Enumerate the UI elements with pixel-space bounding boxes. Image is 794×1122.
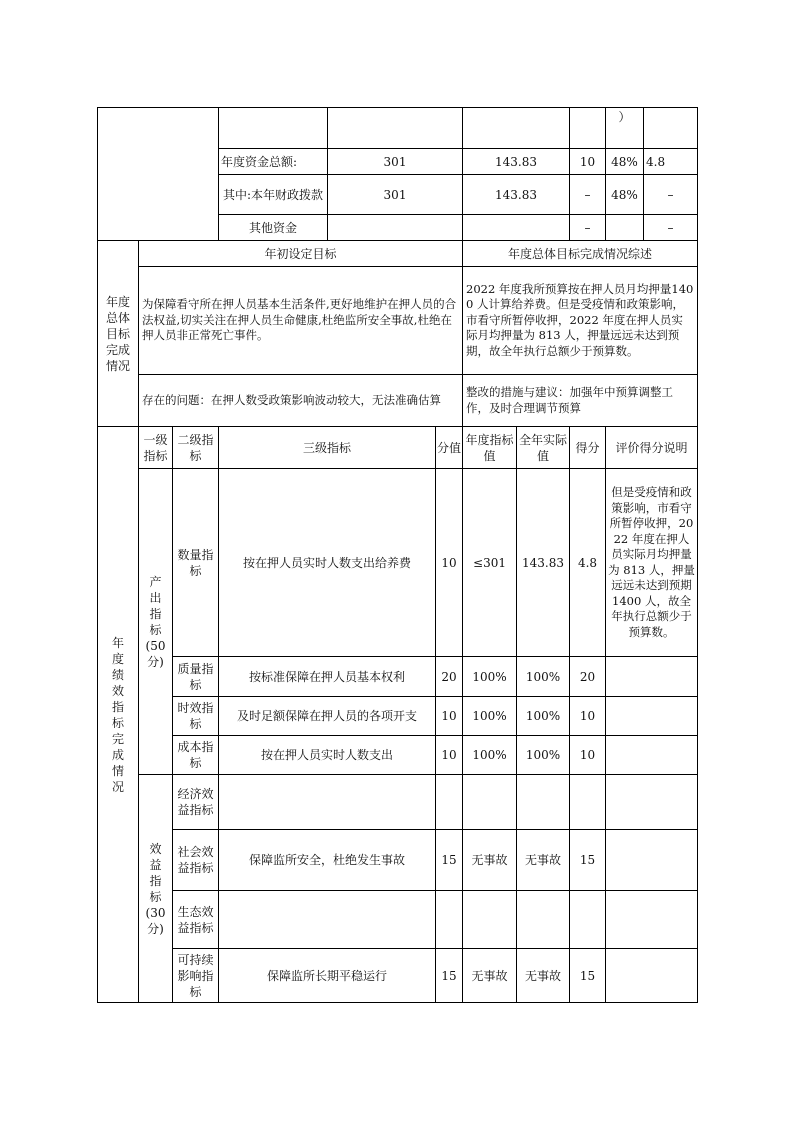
fund-fiscal-actual: 143.83	[495, 187, 537, 202]
table-row: 质量指标	[177, 661, 214, 692]
table-cell: 15	[441, 968, 457, 983]
fund-fiscal-points: –	[667, 187, 674, 202]
header-note: 评价得分说明	[615, 440, 688, 455]
table-row: 生态效益指标	[177, 904, 214, 935]
table-row: 经济效益指标	[177, 787, 214, 817]
table-cell: 10	[579, 748, 596, 762]
table-cell: 按标准保障在押人员基本权利	[248, 669, 405, 684]
table-cell: 100%	[472, 669, 507, 684]
table-cell-note: 但是受疫情和政策影响，市看守所暂停收押，2022 年度在押人员实际月均押量为 813 人，押量远远未达到预期 1400 人，故全年执行总额少于预算数。	[608, 485, 695, 639]
fund-paren: ）	[618, 110, 631, 124]
header-got: 得分	[575, 440, 600, 455]
fund-other-points: –	[667, 220, 674, 235]
fund-fiscal-rate: 48%	[611, 187, 638, 202]
fund-fiscal-budget: 301	[383, 187, 407, 202]
table-cell: 保障监所长期平稳运行	[266, 968, 387, 983]
table-cell: 10	[441, 748, 457, 762]
table-cell: 10	[441, 709, 457, 723]
measure-text: 整改的措施与建议：加强年中预算调整工作，及时合理调节预算	[466, 385, 673, 415]
header-l3: 三级指标	[302, 440, 351, 455]
set-goal-header: 年初设定目标	[264, 246, 337, 261]
table-cell: 143.83	[522, 555, 564, 570]
table-cell: 20	[579, 669, 596, 684]
fund-other-label: 其他资金	[248, 220, 297, 235]
fund-total-rate: 48%	[611, 154, 638, 169]
header-score: 分值	[437, 440, 462, 455]
table-row: 可持续影响指标	[177, 952, 214, 999]
table-cell: 100%	[472, 709, 507, 723]
fund-total-score: 10	[579, 154, 596, 169]
table-cell: 10	[441, 555, 457, 570]
table-cell: 无事故	[524, 853, 561, 867]
summary-text: 2022 年度我所预算按在押人员月均押量1400 人计算给养费。但是受疫情和政策影响，市看守所暂停收押，2022 年度在押人员实际月均押量为 813 人，押量远远未达到预期，故全年执行总额少于预算数。	[466, 281, 694, 358]
table-cell: 15	[441, 853, 457, 867]
table-cell: 按在押人员实时人数支出给养费	[242, 555, 411, 570]
table-cell: 无事故	[524, 968, 561, 983]
benefit-group-label: 效益指标(30分)	[145, 841, 166, 936]
fund-total-actual: 143.83	[495, 154, 537, 169]
table-row: 时效指标	[177, 701, 214, 731]
table-cell: 100%	[525, 669, 561, 684]
fund-fiscal-score: –	[584, 187, 591, 202]
table-row: 数量指标	[177, 547, 214, 578]
header-l2: 二级指标	[177, 432, 214, 463]
fund-other-score: –	[584, 220, 591, 235]
table-cell: 保障监所安全，杜绝发生事故	[248, 853, 405, 867]
table-cell: 15	[579, 853, 596, 867]
table-cell: 100%	[525, 709, 561, 723]
output-group-label: 产出指标(50分)	[145, 574, 166, 669]
header-l1: 一级指标	[143, 432, 168, 463]
table-cell: 20	[441, 669, 457, 684]
table-cell: 15	[579, 968, 596, 983]
set-goal-text: 为保障看守所在押人员基本生活条件,更好地维护在押人员的合法权益,切实关注在押人员生命健康,杜绝监所安全事故,杜绝在押人员非正常死亡事件。	[142, 297, 457, 343]
table-row: 成本指标	[177, 740, 214, 770]
table-row: 社会效益指标	[177, 845, 214, 875]
table-cell: 100%	[472, 748, 507, 762]
table-cell: 无事故	[471, 968, 508, 983]
header-actual: 全年实际值	[519, 432, 568, 463]
table-cell: 按在押人员实时人数支出	[260, 748, 393, 762]
table-cell: 4.8	[577, 555, 598, 570]
problem-text: 存在的问题：在押人数受政策影响波动较大，无法准确估算	[142, 392, 441, 407]
perf-side-label: 年度绩效指标完成情况	[111, 635, 124, 794]
header-target: 年度指标值	[465, 432, 514, 463]
table-cell: 10	[579, 709, 596, 723]
fund-total-points: 4.8	[646, 154, 666, 169]
table-cell: 及时足额保障在押人员的各项开支	[236, 709, 417, 723]
overall-side-label: 年度总体目标完成情况	[105, 294, 130, 373]
table-cell: 100%	[525, 748, 561, 762]
table-cell: 无事故	[471, 853, 508, 867]
fund-fiscal-label: 其中:本年财政拨款	[223, 187, 324, 202]
fund-total-budget: 301	[383, 154, 407, 169]
summary-header: 年度总体目标完成情况综述	[507, 246, 652, 261]
table-cell: ≤301	[473, 555, 506, 570]
fund-total-label: 年度资金总额:	[221, 154, 298, 169]
